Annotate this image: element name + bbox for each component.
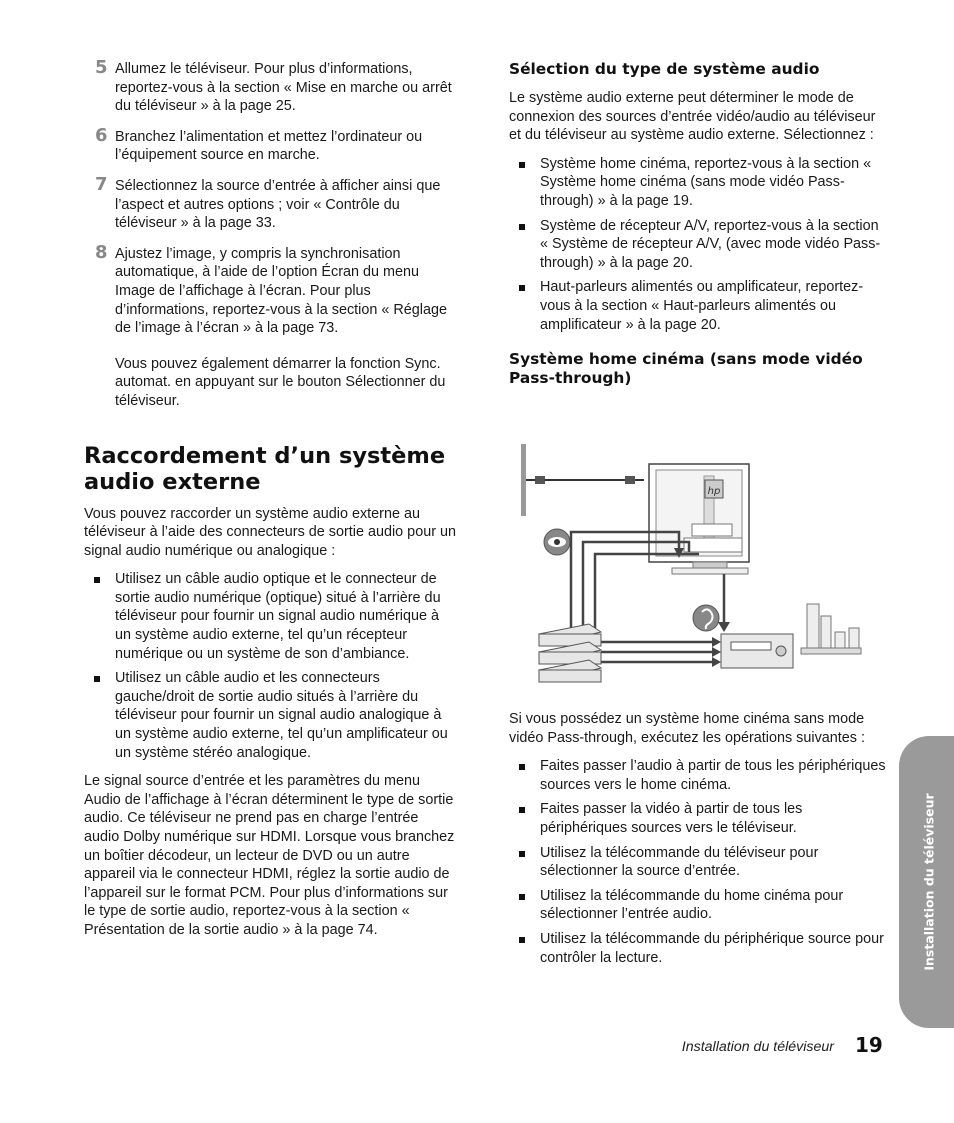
receiver — [721, 634, 793, 668]
chapter-tab-label: Installation du téléviseur — [921, 793, 937, 971]
cable-plug — [535, 476, 545, 484]
list-item: Utilisez la télécommande du home cinéma pour sélectionner l’entrée audio. — [509, 887, 889, 924]
eye-icon — [544, 529, 570, 555]
step-number: 8 — [95, 241, 108, 263]
step-8 — [84, 241, 456, 338]
list-item: Utilisez la télécommande du téléviseur pour sélectionner la source d’entrée. — [509, 844, 889, 881]
list-item: Utilisez un câble audio et les connecteurs gauche/droit de sortie audio situés à l’arrière du téléviseur pour fournir un signal audio analogique à un système audio externe, tel qu’un amplificateur ou un système stéréo analogique. — [84, 669, 456, 762]
subsection-title: Sélection du type de système audio — [509, 60, 820, 78]
step-7 — [84, 173, 456, 233]
ear-icon — [693, 605, 719, 631]
subsection-intro: Le système audio externe peut déterminer le mode de connexion des sources d’entrée vidéo/audio au téléviseur et du téléviseur au système audio externe. Sélectionnez : — [509, 90, 876, 144]
chapter-tab — [899, 736, 954, 1028]
wall-bar — [521, 444, 526, 516]
step-text: Sélectionnez la source d’entrée à afficher ainsi que l’aspect et autres options ; voir « Contrôle du téléviseur » à la page 33. — [115, 177, 441, 232]
connection-diagram — [509, 436, 889, 706]
section-intro: Vous pouvez raccorder un système audio externe au téléviseur à l’aide des connecteurs de sortie audio pour un signal audio numérique ou analogique : — [84, 505, 456, 559]
bullet-list — [509, 155, 889, 334]
step-number: 7 — [95, 173, 108, 195]
arrow-head — [718, 622, 730, 632]
audio-lines — [601, 642, 714, 662]
list-item: Utilisez la télécommande du périphérique source pour contrôler la lecture. — [509, 930, 889, 967]
list-item: Utilisez un câble audio optique et le connecteur de sortie audio numérique (optique) situé à l’arrière du téléviseur pour fournir un signal audio numérique à un système audio externe, tel qu’un récepteur numérique ou un système de son d’ambiance. — [84, 570, 456, 663]
step-number: 6 — [95, 124, 108, 146]
step-text: Ajustez l’image, y compris la synchronisation automatique, à l’aide de l’option Écran du menu Image de l’affichage à l’écran. Pour plus d’informations, reportez-vous à la section « Réglage de l’image à l’écran » à la page 73. — [115, 245, 447, 337]
cable-plug — [625, 476, 635, 484]
right-column-top — [509, 60, 889, 398]
right-column-bottom — [509, 710, 889, 977]
list-item: Faites passer l’audio à partir de tous les périphériques sources vers le home cinéma. — [509, 757, 889, 794]
speakers — [801, 604, 861, 654]
footer-caption: Installation du téléviseur — [681, 1039, 834, 1055]
tv-back — [649, 464, 749, 574]
left-column — [84, 57, 456, 950]
list-item: Système de récepteur A/V, reportez-vous à la section « Système de récepteur A/V, (avec mode vidéo Pass-through) » à la page 20. — [509, 217, 889, 273]
list-item: Système home cinéma, reportez-vous à la section « Système home cinéma (sans mode vidéo Pass-through) » à la page 19. — [509, 155, 889, 211]
svg-text:hp: hp — [707, 486, 721, 497]
step-text: Allumez le téléviseur. Pour plus d’informations, reportez-vous à la section « Mise en marche ou arrêt du téléviseur » à la page 25. — [115, 61, 452, 115]
list-item: Faites passer la vidéo à partir de tous les périphériques sources vers le téléviseur. — [509, 800, 889, 837]
closing-paragraph: Le signal source d’entrée et les paramètres du menu Audio de l’affichage à l’écran déterminent le type de sortie audio. Ce téléviseur ne prend pas en charge l’entrée audio Dolby numérique sur HDMI. Lorsque vous branchez un boîtier décodeur, un lecteur de DVD ou un autre appareil via le connecteur HDMI, réglez la sortie audio de l’appareil sur le format PCM. Pour plus d’informations sur le type de sortie audio, reportez-vous à la section « Présentation de la sortie audio » à la page 74. — [84, 773, 455, 938]
section-title: Raccordement d’un système audio externe — [84, 442, 446, 495]
subsection-title: Système home cinéma (sans mode vidéo Pass-through) — [509, 350, 863, 388]
step-6 — [84, 124, 456, 165]
arrow-head — [712, 637, 721, 647]
source-devices — [539, 624, 601, 682]
list-item: Haut-parleurs alimentés ou amplificateur, reportez-vous à la section « Haut-parleurs alimentés ou amplificateur » à la page 20. — [509, 278, 889, 334]
page-number: 19 — [855, 1033, 883, 1057]
arrow-head — [712, 647, 721, 657]
step-note: Vous pouvez également démarrer la fonction Sync. automat. en appuyant sur le bouton Sélectionner du téléviseur. — [115, 355, 446, 409]
step-number: 5 — [95, 57, 108, 78]
subsection-intro: Si vous possédez un système home cinéma sans mode vidéo Pass-through, exécutez les opérations suivantes : — [509, 711, 865, 746]
arrow-head — [712, 657, 721, 667]
step-5 — [84, 57, 456, 116]
connection-diagram-svg — [509, 436, 889, 706]
bullet-list — [509, 757, 889, 967]
bullet-list — [84, 570, 456, 762]
step-text: Branchez l’alimentation et mettez l’ordinateur ou l’équipement source en marche. — [115, 128, 423, 164]
